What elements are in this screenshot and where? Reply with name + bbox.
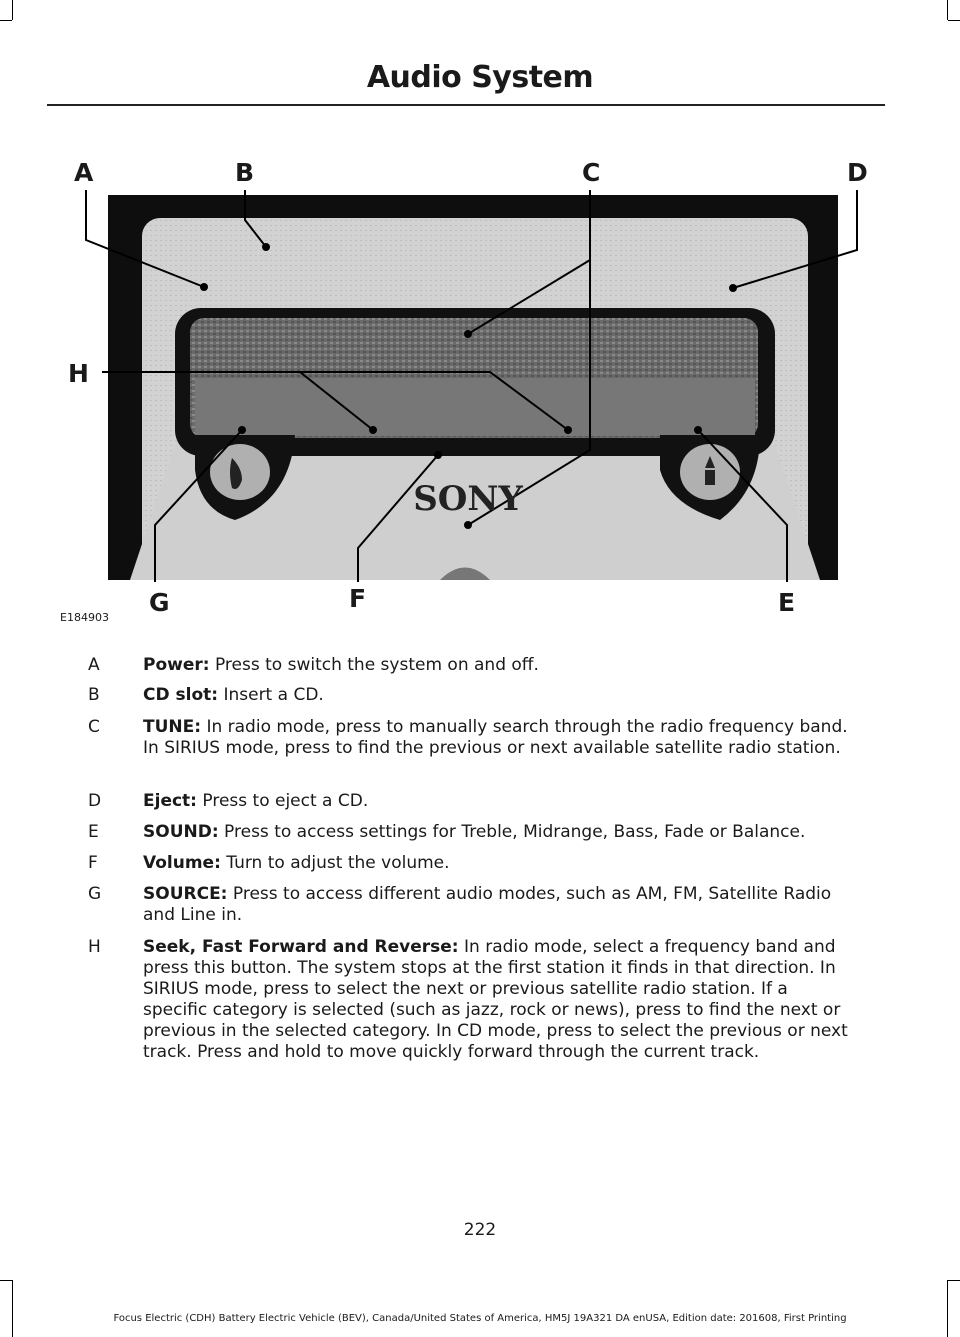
callout-dot-a bbox=[200, 283, 208, 291]
callout-label-f: F bbox=[349, 584, 367, 613]
legend-description bbox=[143, 853, 855, 874]
callout-dot-c2 bbox=[464, 521, 472, 529]
callout-dot-h2 bbox=[564, 426, 572, 434]
title-rule bbox=[47, 104, 885, 106]
crop-mark-top-right-v bbox=[947, 0, 948, 20]
crop-mark-top-right-h bbox=[948, 20, 960, 21]
legend-description bbox=[143, 822, 855, 843]
legend-text: Insert a CD. bbox=[218, 685, 324, 705]
legend-term: SOUND: bbox=[143, 822, 219, 842]
crop-mark-bottom-right-h bbox=[948, 1280, 960, 1281]
callout-label-h: H bbox=[68, 359, 89, 388]
callout-dot-e bbox=[694, 426, 702, 434]
callout-label-c: C bbox=[582, 158, 601, 187]
callout-label-g: G bbox=[149, 588, 170, 617]
legend-term: TUNE: bbox=[143, 717, 202, 737]
crop-mark-bottom-left-v bbox=[12, 1280, 13, 1337]
legend-key: H bbox=[88, 937, 101, 957]
legend-key: D bbox=[88, 791, 102, 811]
legend-term: SOURCE: bbox=[143, 884, 228, 904]
crop-mark-top-left-h bbox=[0, 20, 12, 21]
legend-text: In radio mode, select a frequency band and press this button. The system stops at the first station it finds in that direction. In SIRIUS mode, press to select the next or previous satellite radio station. If a specific category is selected (such as jazz, rock or news), press to find the next or previous in the selected category. In CD mode, press to select the previous or next track. Press and hold to move quickly forward through the current track. bbox=[143, 937, 848, 1062]
legend-term: Seek, Fast Forward and Reverse: bbox=[143, 937, 459, 957]
callout-dot-d bbox=[729, 284, 737, 292]
legend-term: Eject: bbox=[143, 791, 197, 811]
legend-description bbox=[143, 717, 855, 759]
crop-mark-bottom-left-h bbox=[0, 1280, 12, 1281]
legend-term: CD slot: bbox=[143, 685, 219, 705]
legend-description bbox=[143, 685, 855, 706]
legend-key: E bbox=[88, 822, 99, 842]
callout-label-b: B bbox=[235, 158, 255, 187]
legend-description bbox=[143, 655, 855, 676]
audio-unit-figure bbox=[60, 150, 890, 630]
legend-description bbox=[143, 791, 855, 812]
callout-label-d: D bbox=[847, 158, 868, 187]
page-number: 222 bbox=[463, 1220, 497, 1240]
callout-dot-b bbox=[262, 243, 270, 251]
legend-key: F bbox=[88, 853, 98, 873]
legend-text: Turn to adjust the volume. bbox=[220, 853, 450, 873]
legend-key: A bbox=[88, 655, 100, 675]
footer-publication-info: Focus Electric (CDH) Battery Electric Vehicle (BEV), Canada/United States of America, HM5J 19A321 DA enUSA, Edition date: 201608, First Printing bbox=[113, 1313, 847, 1324]
callout-dot-g bbox=[238, 426, 246, 434]
legend-description bbox=[143, 937, 855, 1063]
crop-mark-top-left-v bbox=[12, 0, 13, 20]
figure-code: E184903 bbox=[60, 611, 109, 624]
legend-text: Press to access settings for Treble, Midrange, Bass, Fade or Balance. bbox=[218, 822, 806, 842]
callout-dot-c bbox=[464, 330, 472, 338]
brand-logo-text: SONY bbox=[413, 479, 523, 519]
page-title: Audio System bbox=[366, 60, 594, 95]
callout-dot-h1 bbox=[369, 426, 377, 434]
callout-label-e: E bbox=[778, 588, 796, 617]
audio-unit-illustration bbox=[60, 150, 890, 630]
legend-key: G bbox=[88, 884, 102, 904]
legend-key: B bbox=[88, 685, 100, 705]
legend-term: Volume: bbox=[143, 853, 221, 873]
legend-text: Press to eject a CD. bbox=[196, 791, 369, 811]
legend-key: C bbox=[88, 717, 100, 737]
legend-text: In radio mode, press to manually search through the radio frequency band. In SIRIUS mode, press to find the previous or next available satellite radio station. bbox=[143, 717, 848, 758]
legend-text: Press to switch the system on and off. bbox=[209, 655, 539, 675]
legend-description bbox=[143, 884, 855, 926]
callout-dot-f bbox=[434, 451, 442, 459]
callout-label-a: A bbox=[74, 158, 94, 187]
legend-term: Power: bbox=[143, 655, 210, 675]
legend-text: Press to access different audio modes, such as AM, FM, Satellite Radio and Line in. bbox=[143, 884, 832, 925]
seek-bar bbox=[195, 378, 755, 436]
crop-mark-bottom-right-v bbox=[947, 1280, 948, 1337]
